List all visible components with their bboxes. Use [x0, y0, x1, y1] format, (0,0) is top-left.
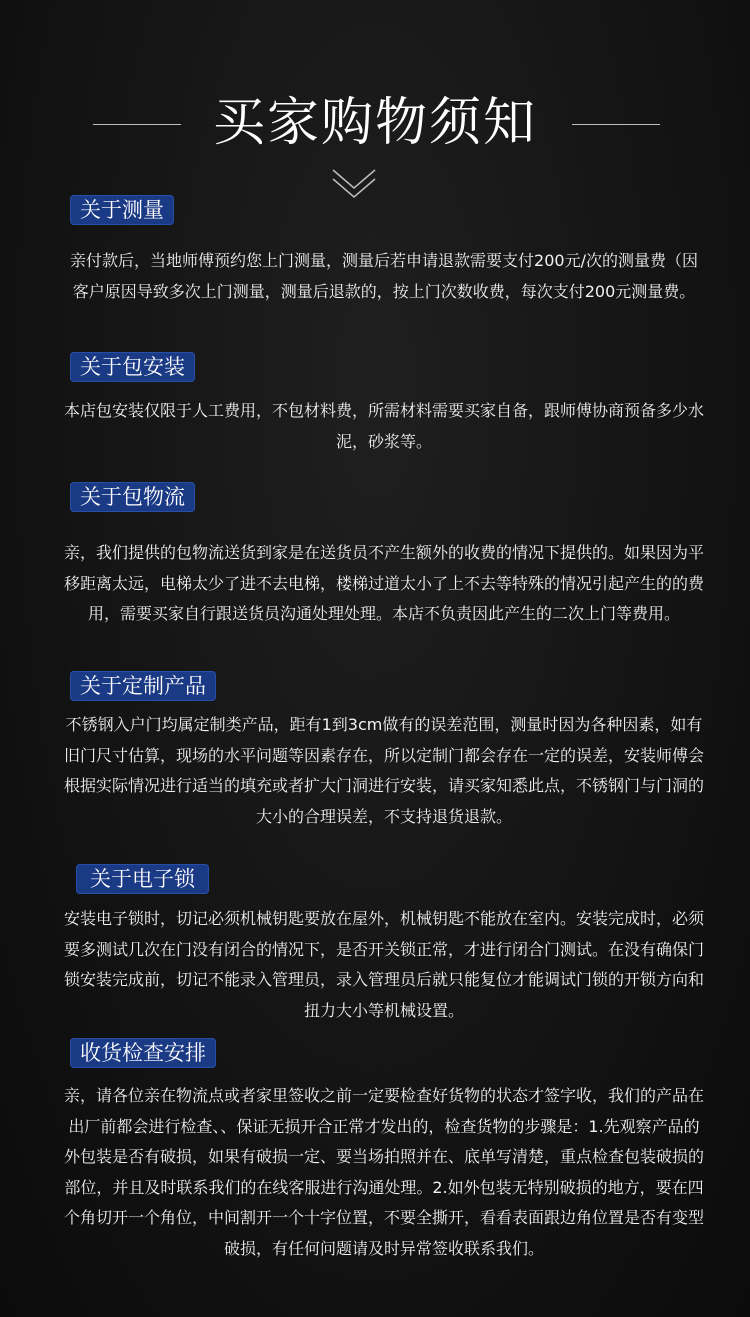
page-header: [0, 88, 750, 158]
section-heading: 关于电子锁: [76, 864, 209, 894]
section-text: 亲付款后，当地师傅预约您上门测量，测量后若申请退款需要支付200元/次的测量费（因客户原因导致多次上门测量，测量后退款的，按上门次数收费，每次支付200元测量费。: [70, 251, 698, 301]
double-chevron-down-icon: [331, 166, 377, 198]
section-text: 本店包安装仅限于人工费用，不包材料费，所需材料需要买家自备，跟师傅协商预备多少水泥，砂浆等。: [64, 401, 705, 451]
section-heading: 关于定制产品: [70, 671, 216, 701]
section-heading: 关于测量: [70, 195, 174, 225]
section-text: 安装电子锁时，切记必须机械钥匙要放在屋外，机械钥匙不能放在室内。安装完成时，必须要多测试几次在门没有闭合的情况下，是否开关锁正常，才进行闭合门测试。在没有确保门锁安装完成前，切记不能录入管理员，录入管理员后就只能复位才能调试门锁的开锁方向和扭力大小等机械设置。: [64, 909, 705, 1020]
section-text: 亲，请各位亲在物流点或者家里签收之前一定要检查好货物的状态才签字收，我们的产品在出厂前都会进行检查、、保证无损开合正常才发出的，检查货物的步骤是：1.先观察产品的外包装是否有破损，如果有破损一定、要当场拍照并在、底单写清楚，重点检查包装破损的部位，并且及时联系我们的在线客服进行沟通处理。2.如外包装无特别破损的地方，要在四个角切开一个角位，中间割开一个十字位置，不要全撕开，看看表面跟边角位置是否有变型破损，有任何问题请及时异常签收联系我们。: [64, 1086, 705, 1258]
title-rule-right: [572, 124, 660, 125]
section-heading: 关于包安装: [70, 352, 195, 382]
page-title: 买家购物须知: [212, 93, 537, 153]
section-text: 不锈钢入户门均属定制类产品，距有1到3cm做有的误差范围，测量时因为各种因素，如有旧门尺寸估算，现场的水平问题等因素存在，所以定制门都会存在一定的误差，安装师傅会根据实际情况进行适当的填充或者扩大门洞进行安装，请买家知悉此点，不锈钢门与门洞的大小的合理误差，不支持退货退款。: [64, 715, 705, 826]
section-heading: 关于包物流: [70, 482, 195, 512]
section-text: 亲，我们提供的包物流送货到家是在送货员不产生额外的收费的情况下提供的。如果因为平移距离太远，电梯太少了进不去电梯，楼梯过道太小了上不去等特殊的情况引起产生的的费用，需要买家自行跟送货员沟通处理处理。本店不负责因此产生的二次上门等费用。: [64, 543, 705, 623]
section-heading: 收货检查安排: [70, 1038, 216, 1068]
